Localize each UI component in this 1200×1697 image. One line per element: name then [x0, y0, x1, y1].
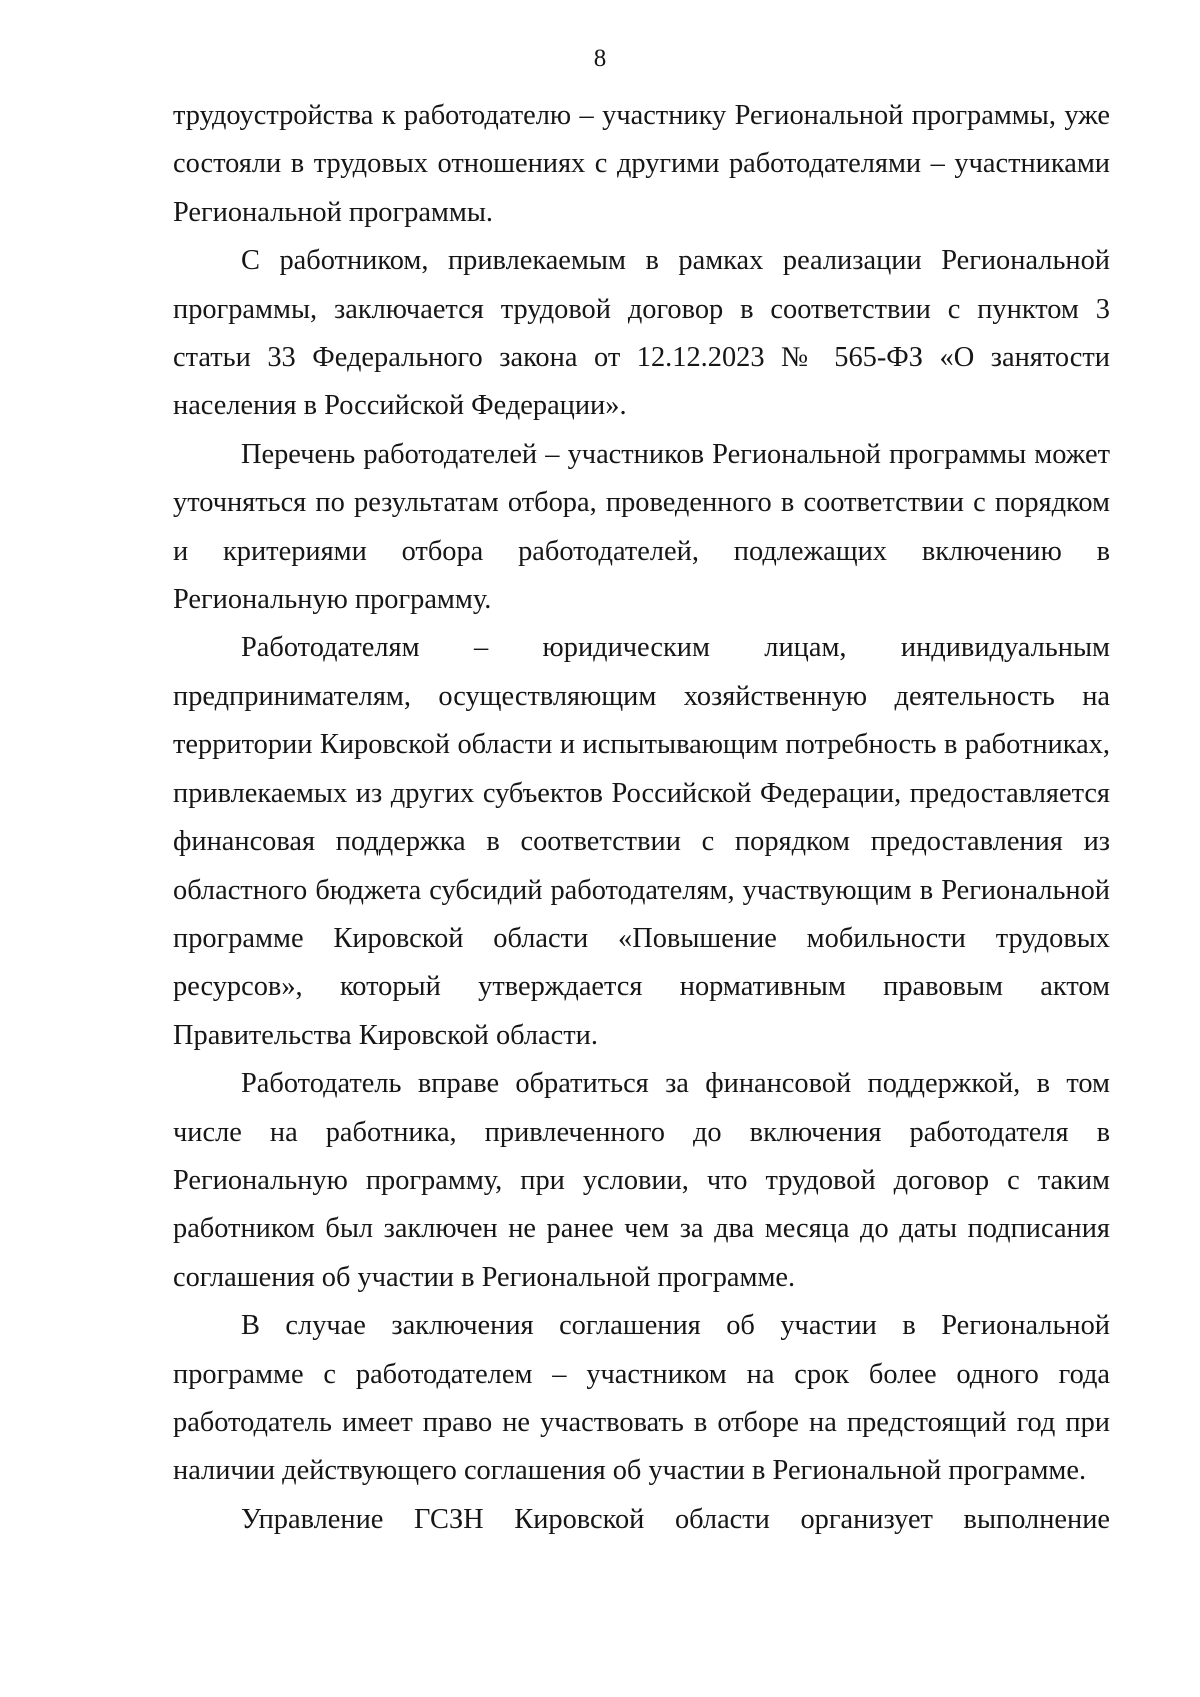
paragraph-gszn: Управление ГСЗН Кировской области организует выполнение	[241, 1503, 1110, 1535]
paragraph-employers-list: Перечень работодателей – участников Региональной программы может уточняться по результатам отбора, проведенного в соответствии с порядком и критериями отбора работодателей, подлежащих включению в Региональную программу.	[173, 438, 1110, 616]
paragraph-agreement-term: В случае заключения соглашения об участии в Региональной программе с работодателем – участником на срок более одного года работодатель имеет право не участвовать в отборе на предстоящий год при наличии действующего соглашения об участии в Региональной программе.	[173, 1310, 1110, 1487]
page-number: 8	[593, 45, 607, 72]
document-body	[173, 92, 1110, 1544]
paragraph-continuation: трудоустройства к работодателю – участнику Региональной программы, уже состояли в трудовых отношениях с другими работодателями – участниками Региональной программы.	[173, 100, 1110, 228]
paragraph-financial-support: Работодателям – юридическим лицам, индивидуальным предпринимателям, осуществляющим хозяйственную деятельность на территории Кировской области и испытывающим потребность в работниках, привлекаемых из других субъектов Российской Федерации, предоставляется финансовая поддержка в соответствии с порядком предоставления из областного бюджета субсидий работодателям, участвующим в Региональной программе Кировской области «Повышение мобильности трудовых ресурсов», который утверждается нормативным правовым актом Правительства Кировской области.	[173, 632, 1110, 1051]
paragraph-employment-contract: С работником, привлекаемым в рамках реализации Региональной программы, заключается трудовой договор в соответствии с пунктом 3 статьи 33 Федерального закона от 12.12.2023 № 565-ФЗ «О занятости населения в Российской Федерации».	[173, 245, 1110, 422]
paragraph-support-request: Работодатель вправе обратиться за финансовой поддержкой, в том числе на работника, привлеченного до включения работодателя в Региональную программу, при условии, что трудовой договор с таким работником был заключен не ранее чем за два месяца до даты подписания соглашения об участии в Региональной программе.	[173, 1068, 1110, 1293]
